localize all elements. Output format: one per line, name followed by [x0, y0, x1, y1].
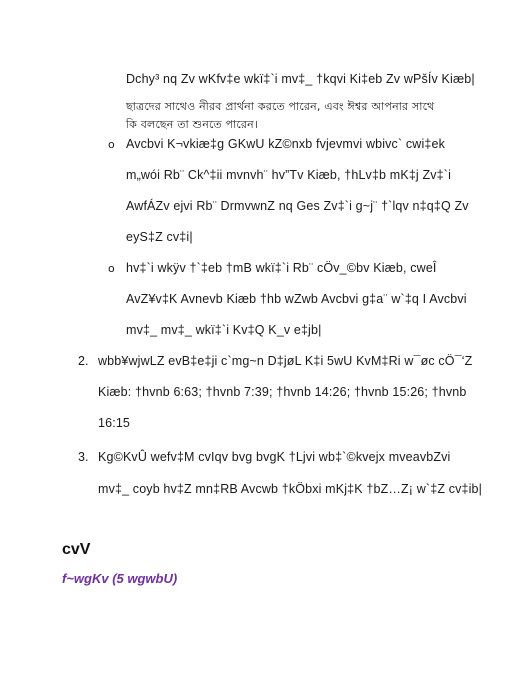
- bullet-line: eyS‡Z cv‡i|: [126, 230, 193, 244]
- list-number: 3.: [78, 450, 89, 464]
- section-subheading: f~wgKv (5 wgwbU): [62, 571, 178, 586]
- numbered-line: Kiæb: †hvnb 6:63; †hvnb 7:39; †hvnb 14:26; †hvnb 15:26; †hvnb: [98, 385, 467, 399]
- bullet-line: m„wói Rb¨ Ck^‡ii mvnvh¨ hv”Tv Kiæb, †hLv‡b mK‡j Zv‡`i: [126, 168, 452, 182]
- intro-bengali-line: কি বলছেন তা শুনতে পারেন।: [126, 118, 258, 131]
- list-number: 2.: [78, 354, 89, 368]
- intro-bengali-line: ছাত্রদের সাথেও নীরব প্রার্থনা করতে পারেন, এবং ঈশ্বর আপনার সাথে: [126, 100, 435, 113]
- section-heading: cvV: [62, 541, 91, 558]
- bullet-line: Avcbvi K¬vkiæ‡g GKwU kZ©nxb fvjevmvi wbivc` cwi‡ek: [126, 137, 445, 151]
- numbered-line: Kg©KvÛ wefv‡M cvIqv bvg bvgK †Ljvi wb‡`©kvejx mveavbZvi: [98, 450, 451, 464]
- numbered-line: mv‡_ coyb hv‡Z mn‡RB Avcwb †kÖbxi mKj‡K †bZ…Z¡ w`‡Z cv‡ib|: [98, 482, 483, 496]
- bullet-line: mv‡_ mv‡_ wkï‡`i Kv‡Q K_v e‡jb|: [126, 323, 322, 337]
- bullet-marker: o: [108, 262, 115, 275]
- bullet-line: hv‡`i wkÿv †`‡eb †mB wkï‡`i Rb¨ cÖv_©bv Kiæb, cweÎ: [126, 261, 437, 275]
- bullet-line: AvZ¥v‡K Avnevb Kiæb †hb wZwb Avcbvi g‡a¨ w`‡q I Avcbvi: [126, 292, 467, 306]
- numbered-line: 16:15: [98, 416, 131, 430]
- intro-line: Dchy³ nq Zv wKfv‡e wkï‡`i mv‡_ †kqvi Ki‡eb Zv wPšÍv Kiæb|: [126, 72, 475, 86]
- bullet-line: AwfÁZv ejvi Rb¨ DrmvwnZ nq Ges Zv‡`i g~j¨ †`lqv n‡q‡Q Zv: [126, 199, 469, 213]
- bullet-marker: o: [108, 138, 115, 151]
- numbered-line: wbb¥wjwLZ evB‡e‡ji c`mg~n D‡jøL K‡i 5wU KvM‡Ri w¯øc cÖ¯‘Z: [98, 354, 473, 368]
